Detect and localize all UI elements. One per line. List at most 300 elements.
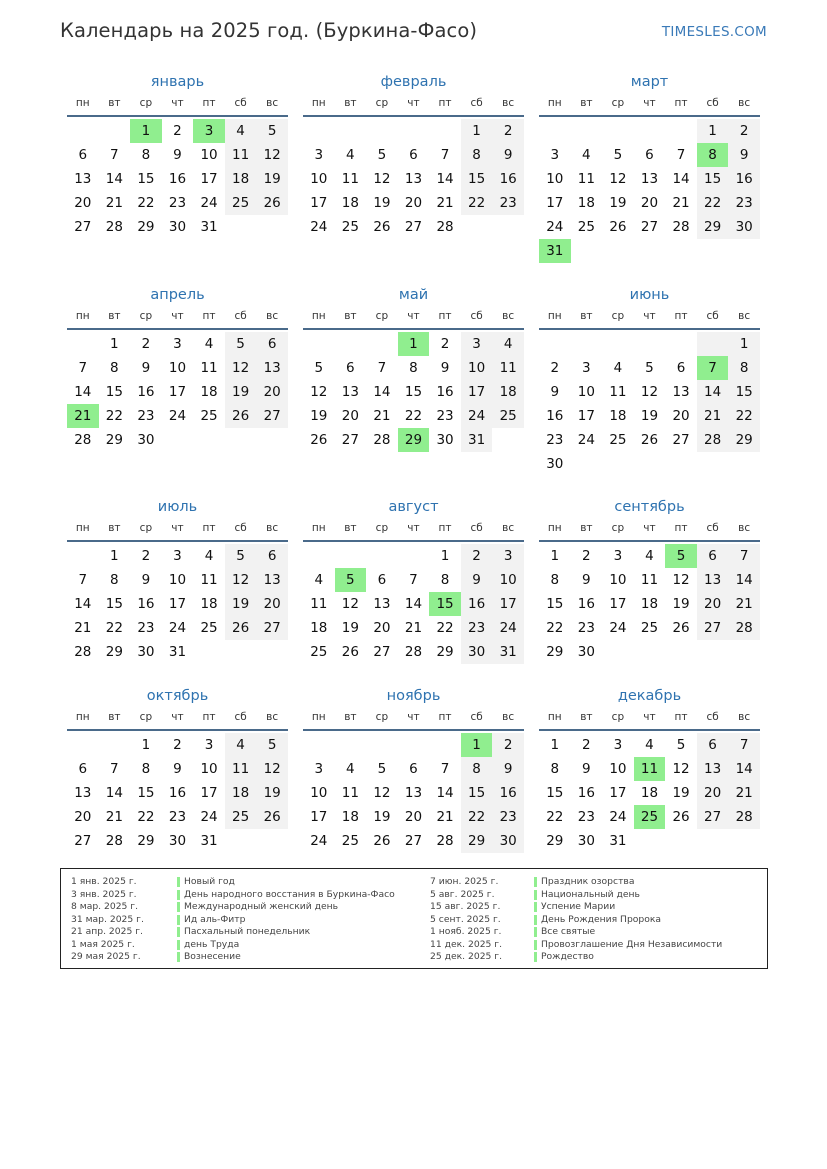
legend-holiday-marker [534, 877, 537, 887]
empty-cell [398, 544, 430, 568]
day-cell: 23 [492, 805, 524, 829]
day-cell: 6 [697, 733, 729, 757]
day-cell: 26 [225, 404, 257, 428]
day-cell: 8 [728, 356, 760, 380]
empty-cell [366, 119, 398, 143]
empty-cell [429, 119, 461, 143]
day-cell: 21 [74, 620, 92, 636]
month-5 [303, 285, 524, 452]
day-cell: 3 [613, 548, 623, 564]
day-cell: 16 [577, 785, 595, 801]
weekday-label: сб [470, 310, 483, 322]
holiday-day: 11 [634, 757, 666, 781]
page-title: Календарь на 2025 год. (Буркина-Фасо) [60, 19, 478, 42]
day-cell: 14 [436, 171, 454, 187]
day-cell: 16 [461, 592, 493, 616]
day-cell: 18 [225, 167, 257, 191]
day-cell: 25 [341, 219, 359, 235]
day-cell: 15 [546, 785, 564, 801]
day-cell: 20 [697, 592, 729, 616]
month-name: сентябрь [614, 499, 685, 515]
empty-cell [634, 332, 666, 356]
day-cell: 11 [341, 171, 359, 187]
day-cell: 1 [550, 737, 560, 753]
holiday-day: 1 [130, 119, 162, 143]
day-cell: 10 [492, 568, 524, 592]
legend-holiday-marker [534, 890, 537, 900]
day-cell: 11 [200, 360, 218, 376]
days-grid [539, 733, 760, 853]
day-cell: 14 [436, 785, 454, 801]
day-cell: 1 [440, 548, 450, 564]
empty-cell [99, 119, 131, 143]
empty-cell [571, 332, 603, 356]
day-cell: 29 [546, 644, 564, 660]
weekday-label: вс [502, 522, 515, 534]
day-cell: 20 [256, 380, 288, 404]
day-cell: 22 [137, 809, 155, 825]
day-cell: 12 [373, 171, 391, 187]
weekday-label: ср [139, 97, 153, 109]
day-cell: 5 [645, 360, 654, 376]
day-cell: 27 [404, 833, 423, 849]
day-cell: 11 [609, 384, 627, 400]
legend-holiday-name: Ид аль-Фитр [184, 913, 246, 925]
day-cell: 13 [404, 171, 423, 187]
weekday-header [303, 309, 524, 330]
day-cell: 5 [377, 147, 387, 163]
day-cell: 18 [640, 596, 659, 612]
weekday-label: чт [171, 97, 184, 109]
day-cell: 23 [137, 408, 155, 424]
legend-date: 5 авг. 2025 г. [430, 888, 495, 900]
day-cell: 18 [200, 596, 218, 612]
weekday-label: вс [502, 711, 515, 723]
weekday-label: вс [738, 97, 751, 109]
day-cell: 26 [672, 809, 690, 825]
holiday-legend [60, 868, 768, 969]
day-cell: 26 [609, 219, 627, 235]
day-cell: 27 [672, 432, 690, 448]
day-cell: 13 [256, 356, 288, 380]
legend-holiday-name: Все святые [541, 926, 596, 937]
day-cell: 22 [546, 809, 564, 825]
day-cell: 18 [225, 781, 257, 805]
day-cell: 26 [256, 191, 288, 215]
day-cell: 26 [373, 833, 391, 849]
day-cell: 10 [461, 356, 493, 380]
weekday-label: чт [407, 97, 420, 109]
days-grid [67, 733, 288, 853]
day-cell: 24 [461, 404, 493, 428]
day-cell: 14 [105, 785, 123, 801]
day-cell: 10 [168, 572, 187, 588]
day-cell: 9 [492, 757, 524, 781]
day-cell: 1 [461, 119, 493, 143]
weekday-header [67, 521, 288, 542]
day-cell: 26 [256, 805, 288, 829]
weekday-label: чт [643, 97, 656, 109]
day-cell: 12 [225, 568, 257, 592]
day-cell: 16 [492, 167, 524, 191]
weekday-label: пн [547, 711, 562, 723]
day-cell: 14 [373, 384, 391, 400]
empty-cell [602, 119, 634, 143]
day-cell: 28 [74, 644, 92, 660]
day-cell: 23 [461, 616, 493, 640]
day-cell: 16 [546, 408, 564, 424]
weekday-label: ср [139, 310, 153, 322]
holiday-day: 31 [539, 239, 571, 263]
days-grid [303, 733, 524, 853]
day-cell: 6 [78, 147, 88, 163]
day-cell: 23 [492, 191, 524, 215]
day-cell: 23 [728, 191, 760, 215]
empty-cell [303, 332, 335, 356]
day-cell: 27 [373, 644, 391, 660]
weekday-label: чт [171, 522, 184, 534]
day-cell: 21 [436, 195, 454, 211]
day-cell: 21 [728, 781, 760, 805]
days-grid [303, 544, 524, 664]
weekday-label: пт [202, 97, 216, 109]
weekday-label: пт [202, 522, 216, 534]
weekday-label: вт [344, 310, 357, 322]
legend-holiday-marker [177, 915, 180, 925]
day-cell: 23 [168, 809, 187, 825]
days-grid [539, 544, 760, 664]
day-cell: 15 [697, 167, 729, 191]
day-cell: 15 [105, 596, 123, 612]
day-cell: 26 [225, 616, 257, 640]
day-cell: 24 [310, 833, 328, 849]
day-cell: 27 [697, 805, 729, 829]
holiday-day: 1 [461, 733, 493, 757]
month-6 [539, 285, 760, 476]
day-cell: 2 [440, 336, 450, 352]
day-cell: 8 [141, 147, 151, 163]
weekday-label: ср [611, 711, 625, 723]
day-cell: 31 [200, 219, 218, 235]
weekday-header [303, 710, 524, 731]
empty-cell [366, 733, 398, 757]
day-cell: 4 [204, 548, 214, 564]
day-cell: 22 [105, 408, 123, 424]
day-cell: 5 [256, 733, 288, 757]
legend-holiday-marker [177, 890, 180, 900]
empty-cell [303, 119, 335, 143]
empty-cell [67, 733, 99, 757]
day-cell: 19 [256, 781, 288, 805]
day-cell: 2 [461, 544, 493, 568]
day-cell: 27 [256, 616, 288, 640]
day-cell: 14 [672, 171, 690, 187]
day-cell: 7 [110, 761, 119, 777]
weekday-label: вс [266, 711, 279, 723]
day-cell: 6 [78, 761, 88, 777]
weekday-label: пт [202, 310, 216, 322]
day-cell: 11 [225, 143, 257, 167]
weekday-label: чт [643, 522, 656, 534]
day-cell: 31 [609, 833, 627, 849]
day-cell: 6 [697, 544, 729, 568]
day-cell: 2 [492, 119, 524, 143]
day-cell: 12 [341, 596, 359, 612]
day-cell: 12 [672, 761, 690, 777]
day-cell: 8 [461, 143, 493, 167]
day-cell: 18 [341, 809, 359, 825]
legend-date: 25 дек. 2025 г. [430, 951, 503, 962]
empty-cell [366, 544, 398, 568]
empty-cell [335, 544, 367, 568]
day-cell: 30 [577, 833, 595, 849]
day-cell: 19 [310, 408, 328, 424]
weekday-label: вт [108, 711, 121, 723]
day-cell: 10 [609, 572, 627, 588]
month-1 [67, 72, 288, 239]
day-cell: 27 [341, 432, 359, 448]
weekday-label: чт [407, 522, 420, 534]
legend-date: 7 июн. 2025 г. [430, 876, 499, 887]
day-cell: 24 [609, 809, 627, 825]
day-cell: 24 [168, 408, 187, 424]
month-4 [67, 285, 288, 452]
weekday-label: сб [470, 97, 483, 109]
day-cell: 7 [728, 733, 760, 757]
day-cell: 14 [105, 171, 123, 187]
weekday-label: сб [234, 711, 247, 723]
day-cell: 15 [546, 596, 564, 612]
empty-cell [634, 119, 666, 143]
legend-holiday-name: день Труда [184, 938, 240, 950]
site-logo[interactable]: TIMESLES.COM [661, 24, 767, 40]
weekday-label: вт [344, 522, 357, 534]
weekday-label: пт [438, 522, 452, 534]
day-cell: 31 [492, 640, 524, 664]
day-cell: 8 [550, 572, 560, 588]
empty-cell [67, 544, 99, 568]
day-cell: 21 [404, 620, 423, 636]
day-cell: 3 [492, 544, 524, 568]
day-cell: 23 [436, 408, 454, 424]
empty-cell [665, 119, 697, 143]
day-cell: 14 [74, 596, 92, 612]
legend-holiday-marker [534, 940, 537, 950]
day-cell: 6 [377, 572, 387, 588]
day-cell: 30 [168, 833, 187, 849]
weekday-label: пн [547, 97, 562, 109]
day-cell: 21 [105, 809, 123, 825]
day-cell: 22 [436, 620, 454, 636]
day-cell: 9 [582, 572, 591, 588]
holiday-day: 5 [665, 544, 697, 568]
day-cell: 29 [436, 644, 454, 660]
legend-holiday-marker [177, 877, 180, 887]
weekday-label: пт [674, 97, 688, 109]
legend-holiday-name: День народного восстания в Буркина-Фасо [184, 888, 395, 900]
day-cell: 17 [168, 596, 187, 612]
day-cell: 11 [200, 572, 218, 588]
weekday-label: чт [643, 711, 656, 723]
days-grid [539, 119, 760, 263]
day-cell: 2 [492, 733, 524, 757]
days-grid [303, 332, 524, 452]
month-name: июнь [629, 287, 670, 303]
day-cell: 5 [225, 544, 257, 568]
weekday-label: чт [171, 711, 184, 723]
legend-holiday-name: День Рождения Пророка [541, 913, 662, 925]
day-cell: 1 [550, 548, 560, 564]
day-cell: 28 [436, 833, 454, 849]
day-cell: 21 [105, 195, 123, 211]
day-cell: 7 [440, 147, 450, 163]
day-cell: 4 [204, 336, 214, 352]
day-cell: 30 [728, 215, 760, 239]
day-cell: 7 [110, 147, 119, 163]
legend-holiday-name: Успение Марии [541, 901, 616, 912]
day-cell: 13 [697, 568, 729, 592]
day-cell: 30 [546, 456, 564, 472]
days-grid [67, 119, 288, 239]
day-cell: 2 [173, 737, 182, 753]
empty-cell [67, 332, 99, 356]
day-cell: 19 [373, 809, 391, 825]
weekday-label: вт [108, 522, 121, 534]
day-cell: 25 [640, 620, 659, 636]
day-cell: 8 [461, 757, 493, 781]
day-cell: 17 [168, 384, 187, 400]
weekday-label: сб [470, 711, 483, 723]
day-cell: 22 [461, 191, 493, 215]
day-cell: 6 [409, 761, 418, 777]
day-cell: 3 [550, 147, 560, 163]
weekday-label: пт [438, 310, 452, 322]
day-cell: 30 [137, 432, 155, 448]
day-cell: 15 [137, 785, 155, 801]
day-cell: 13 [341, 384, 359, 400]
day-cell: 20 [74, 809, 92, 825]
day-cell: 1 [110, 336, 119, 352]
day-cell: 9 [728, 143, 760, 167]
weekday-header [303, 521, 524, 542]
day-cell: 17 [609, 785, 627, 801]
day-cell: 18 [492, 380, 524, 404]
weekday-label: вт [580, 711, 593, 723]
holiday-day: 3 [193, 119, 225, 143]
day-cell: 29 [546, 833, 564, 849]
legend-holiday-name: Новый год [184, 876, 235, 887]
day-cell: 14 [74, 384, 92, 400]
empty-cell [571, 119, 603, 143]
day-cell: 24 [310, 219, 328, 235]
day-cell: 30 [436, 432, 454, 448]
legend-date: 1 янв. 2025 г. [71, 876, 137, 887]
day-cell: 13 [373, 596, 391, 612]
day-cell: 19 [256, 167, 288, 191]
day-cell: 27 [256, 404, 288, 428]
weekday-label: пн [547, 310, 562, 322]
empty-cell [99, 733, 131, 757]
day-cell: 12 [373, 785, 391, 801]
legend-date: 29 мая 2025 г. [71, 951, 141, 962]
legend-date: 31 мар. 2025 г. [71, 913, 144, 925]
day-cell: 10 [609, 761, 627, 777]
weekday-label: сб [706, 97, 719, 109]
day-cell: 10 [546, 171, 564, 187]
day-cell: 2 [582, 548, 591, 564]
day-cell: 22 [105, 620, 123, 636]
day-cell: 3 [461, 332, 493, 356]
weekday-label: ср [611, 310, 625, 322]
weekday-label: сб [234, 97, 247, 109]
weekday-label: пт [674, 522, 688, 534]
day-cell: 19 [225, 380, 257, 404]
day-cell: 8 [440, 572, 450, 588]
day-cell: 10 [310, 171, 328, 187]
weekday-label: ср [375, 310, 389, 322]
weekday-label: вт [580, 310, 593, 322]
day-cell: 30 [577, 644, 595, 660]
holiday-day: 25 [634, 805, 666, 829]
day-cell: 1 [141, 737, 151, 753]
day-cell: 24 [200, 195, 218, 211]
day-cell: 14 [697, 380, 729, 404]
day-cell: 12 [609, 171, 627, 187]
day-cell: 11 [341, 785, 359, 801]
day-cell: 4 [346, 147, 355, 163]
legend-holiday-marker [177, 952, 180, 962]
day-cell: 21 [728, 592, 760, 616]
day-cell: 5 [613, 147, 623, 163]
weekday-label: ср [375, 522, 389, 534]
day-cell: 25 [225, 805, 257, 829]
day-cell: 9 [550, 384, 560, 400]
day-cell: 3 [314, 761, 324, 777]
day-cell: 16 [137, 596, 155, 612]
weekday-label: пн [547, 522, 562, 534]
weekday-label: пн [75, 522, 90, 534]
month-name: август [388, 499, 439, 515]
day-cell: 8 [141, 761, 151, 777]
day-cell: 7 [409, 572, 418, 588]
day-cell: 17 [492, 592, 524, 616]
empty-cell [366, 332, 398, 356]
day-cell: 1 [110, 548, 119, 564]
day-cell: 29 [105, 644, 123, 660]
day-cell: 28 [728, 805, 760, 829]
day-cell: 29 [137, 833, 155, 849]
empty-cell [665, 332, 697, 356]
day-cell: 13 [697, 757, 729, 781]
month-name: октябрь [146, 688, 209, 704]
day-cell: 20 [256, 592, 288, 616]
day-cell: 12 [310, 384, 328, 400]
day-cell: 14 [728, 568, 760, 592]
day-cell: 4 [225, 733, 257, 757]
day-cell: 30 [168, 219, 187, 235]
day-cell: 7 [78, 360, 88, 376]
day-cell: 10 [200, 147, 218, 163]
legend-holiday-marker [177, 940, 180, 950]
month-name: февраль [380, 74, 447, 90]
day-cell: 11 [310, 596, 328, 612]
day-cell: 2 [173, 123, 182, 139]
day-cell: 4 [314, 572, 324, 588]
day-cell: 10 [200, 761, 218, 777]
day-cell: 21 [697, 404, 729, 428]
day-cell: 9 [440, 360, 450, 376]
day-cell: 17 [200, 171, 218, 187]
